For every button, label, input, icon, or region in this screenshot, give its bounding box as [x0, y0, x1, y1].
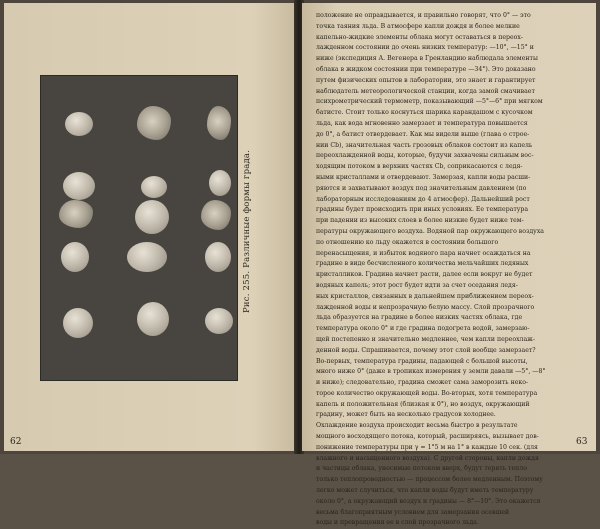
hailstone-image: [137, 302, 169, 336]
hailstone-image: [135, 200, 169, 234]
text-line: щей постепенно и значительно медленнее, чем капли переохлаж-: [316, 335, 535, 343]
text-line: психрометрический термометр, показывающий —5°—6° при мягком: [316, 98, 543, 106]
text-line: перенасыщения, и избыток водяного пара начнет осаждаться на: [316, 249, 531, 257]
left-page: [4, 3, 296, 451]
text-line: денной воды. Спрашивается, почему этот слой вообще замерзает?: [316, 346, 536, 354]
hail-photo-plate: [40, 75, 238, 381]
hailstone-image: [137, 106, 171, 140]
text-line: пературы окружающего воздуха. Водяной пар окружающего воздуха: [316, 227, 544, 235]
text-line: торое количество окружающей воды. Во-вторых, хотя температура: [316, 389, 538, 397]
page-number-right: 63: [576, 437, 588, 447]
text-line: наблюдатель метеорологической станции, когда замой смачивает: [316, 87, 535, 95]
text-line: Во-первых, температура градины, падающей с большой высоты,: [316, 357, 528, 365]
text-line: градине в виде бесчисленного количества мельчайших ледяных: [316, 260, 529, 268]
text-line: и ниже); следовательно, градина сможет сама заморозить неко-: [316, 379, 529, 387]
hailstone-image: [59, 200, 93, 228]
hailstone-image: [63, 172, 95, 200]
text-line: понижение температуры при γ = 1°5 м на 1° в каждые 10 сек. (для: [316, 443, 538, 451]
hailstone-image: [65, 112, 93, 136]
text-line: воды и превращения ее в слой прозрачного льда.: [316, 519, 479, 527]
text-line: Охлаждение воздуха происходит весьма быстро в результате: [316, 422, 518, 430]
text-line: и частицы облака, уносимые потоком вверх, будут терять тепло: [316, 465, 527, 473]
text-line: только теплопроводностью — процессом более медленным. Поэтому: [316, 476, 543, 484]
text-line: лажденном состоянии до очень низких температур: —10°, —15° и: [316, 44, 534, 52]
text-line: льда образуется на градине в более низких частях облака, где: [316, 314, 523, 322]
page-number-left: 62: [10, 437, 22, 447]
text-line: ряются и захватывают воздух под значительным давлением (по: [316, 184, 527, 192]
body-text: [316, 11, 586, 529]
text-line: облака в жидком состоянии при температуре —34°). Это доказано: [316, 65, 536, 73]
text-line: до 0°, а батист отвердевает. Как мы видели выше (глава о строе-: [316, 130, 530, 138]
hailstone-image: [207, 106, 231, 140]
text-line: весьма благоприятным условием для замерзания осевшей: [316, 508, 510, 516]
hailstone-image: [201, 200, 231, 230]
text-line: температура около 0° и где градина подогрета водой, замерзаю-: [316, 325, 530, 333]
text-line: кристалликов. Градина начнет расти, далее если вокруг не будет: [316, 271, 533, 279]
text-line: переохлажденной воды, которые, будучи захвачены сильным вос-: [316, 152, 534, 160]
text-line: при падении из высоких слоев в более низкие будет ниже тем-: [316, 217, 524, 225]
text-line: влажного и насыщенного воздуха). С другой стороны, капли дождя: [316, 454, 539, 462]
figure-caption: [242, 143, 256, 313]
text-line: около 0°, а окружающий воздух и градины — 8°—10°. Это окажется: [316, 497, 541, 505]
text-line: мощного восходящего потока, который, расширяясь, вызывает дов-: [316, 433, 539, 441]
text-line: градину, может быть на несколько градусов холоднее.: [316, 411, 496, 419]
text-line: нии Cb), значительная часть грозовых облаков состоит из капель: [316, 141, 533, 149]
text-line: ными кристаллами и отвердевают. Замерзая, капли воды расши-: [316, 173, 531, 181]
text-line: положение не оправдывается, и правильно говорят, что 0° — это: [316, 12, 531, 19]
hailstone-image: [127, 242, 167, 272]
hailstone-image: [205, 308, 233, 334]
text-line: ходящим потоком в верхних частях Cb, соприкасаются с ледя-: [316, 163, 523, 171]
text-line: батисте. Стоит только коснуться шарика карандашом с кусочком: [316, 109, 533, 117]
text-line: ных кристаллов, связанных в дальнейшем приближением переох-: [316, 292, 534, 300]
text-line: путем физических опытов в лаборатории, это знает и гарантирует: [316, 76, 536, 84]
text-line: много ниже 0° (даже в тропиках измерения у земли давали —5°, —8°: [316, 368, 546, 376]
text-line: ниже (экспедиция А. Вегенера в Гренландию наблюдала элементы: [316, 55, 538, 63]
hailstone-image: [61, 242, 89, 272]
text-line: лабораторным исследованиям до 4 атмосфер). Дальнейший рост: [316, 195, 530, 203]
hailstone-image: [63, 308, 93, 338]
hailstone-image: [141, 176, 167, 198]
text-line: легко может случиться, что капли воды будут иметь температуру: [316, 487, 534, 495]
text-line: градины будет происходить при иных условиях. Ее температура: [316, 206, 529, 214]
text-line: точка таяния льда. В атмосфере капли дождя и более мелкие: [316, 22, 520, 30]
text-line: капель и положительная (близкая к 0°), но воздух, окружающий: [316, 400, 530, 408]
text-line: льда, как вода мгновенно замерзает и температура повышается: [316, 119, 528, 127]
right-page: [302, 3, 596, 527]
text-line: лажденной воды и непрозрачную белую массу. Слой прозрачного: [316, 303, 535, 311]
hailstone-image: [205, 242, 231, 272]
text-line: водяных капель; этот рост будет идти за счет оседания ледя-: [316, 281, 518, 289]
text-line: капельно-жидкие элементы облака могут оставаться в переох-: [316, 33, 523, 41]
figure-caption-text: Рис. 255. Различные формы града.: [242, 149, 252, 313]
text-line: по отношению ко льду окажется в состоянии большого: [316, 238, 499, 246]
hailstone-image: [209, 170, 231, 196]
